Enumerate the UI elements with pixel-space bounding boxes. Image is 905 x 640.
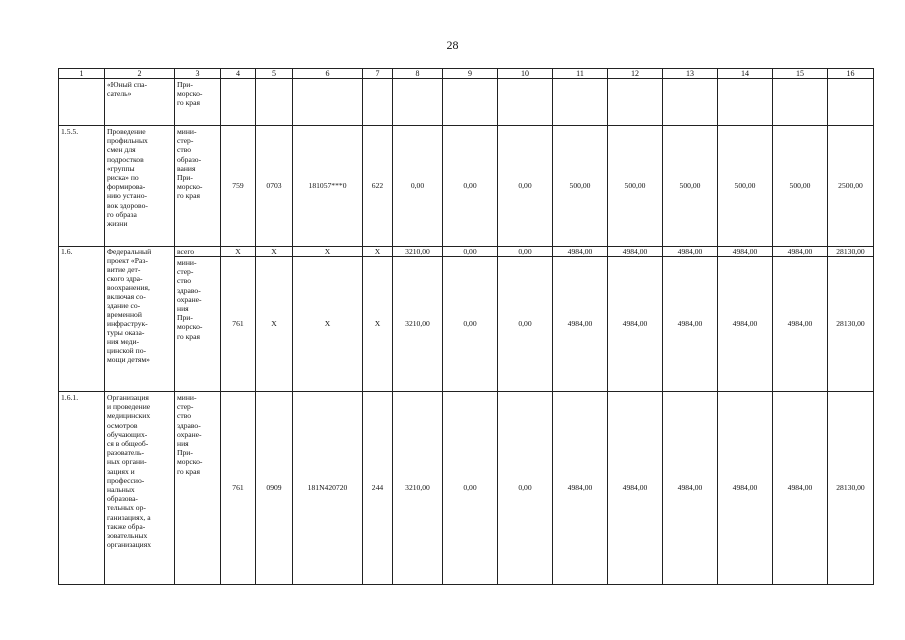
amount-cell: 4984,00 bbox=[553, 392, 608, 585]
cell-line: ство bbox=[177, 411, 192, 421]
cell-line: туры оказа- bbox=[107, 328, 145, 337]
cell-line: го края bbox=[177, 331, 200, 341]
column-number: 8 bbox=[393, 69, 443, 79]
table-row bbox=[59, 126, 874, 247]
cell-line: цинской по- bbox=[107, 346, 147, 355]
cell-line: мини- bbox=[177, 127, 197, 136]
amount-cell: 500,00 bbox=[718, 126, 773, 247]
section-code: X bbox=[256, 247, 293, 257]
amount-cell: 3210,00 bbox=[393, 247, 443, 257]
expense-type-code: X bbox=[363, 257, 393, 392]
cell-line: проект «Раз- bbox=[107, 256, 148, 265]
cell-line: здание со- bbox=[107, 301, 141, 310]
cell-line: го края bbox=[177, 98, 200, 108]
column-number: 6 bbox=[293, 69, 363, 79]
amount-cell bbox=[443, 79, 498, 126]
amount-cell: 4984,00 bbox=[608, 247, 663, 257]
cell-line: зациях и bbox=[107, 466, 135, 476]
amount-cell bbox=[498, 79, 553, 126]
amount-cell: 0,00 bbox=[498, 257, 553, 392]
total-cell: 28130,00 bbox=[828, 257, 874, 392]
item-number bbox=[59, 79, 105, 126]
cell-line: медицинских bbox=[107, 411, 151, 421]
amount-cell: 4984,00 bbox=[553, 257, 608, 392]
cell-line: нию устано- bbox=[107, 191, 148, 201]
column-number: 15 bbox=[773, 69, 828, 79]
column-number: 4 bbox=[221, 69, 256, 79]
amount-cell: 4984,00 bbox=[663, 257, 718, 392]
cell-line: «Юный спа- bbox=[107, 80, 148, 89]
amount-cell bbox=[393, 79, 443, 126]
cell-line: витие дет- bbox=[107, 265, 141, 274]
cell-line: При- bbox=[177, 173, 193, 183]
amount-cell: 3210,00 bbox=[393, 392, 443, 585]
cell-line: Федеральный bbox=[107, 247, 152, 256]
table-row bbox=[59, 247, 874, 257]
column-number: 10 bbox=[498, 69, 553, 79]
cell-line: морско- bbox=[177, 322, 203, 332]
amount-cell bbox=[773, 79, 828, 126]
amount-cell bbox=[553, 79, 608, 126]
cell-line: ных органи- bbox=[107, 457, 147, 467]
item-executor bbox=[175, 247, 221, 257]
table-row bbox=[59, 392, 874, 585]
item-number: 1.6.1. bbox=[59, 392, 105, 585]
amount-cell: 4984,00 bbox=[718, 257, 773, 392]
budget-table bbox=[58, 68, 874, 585]
cell-line: образова- bbox=[107, 494, 138, 504]
cell-line: образо- bbox=[177, 154, 202, 164]
column-number: 16 bbox=[828, 69, 874, 79]
item-name bbox=[105, 392, 175, 585]
cell-line: стер- bbox=[177, 267, 194, 277]
cell-line: всего bbox=[177, 247, 195, 256]
cell-line: При- bbox=[177, 448, 193, 458]
item-name bbox=[105, 247, 175, 392]
cell-line: ся в общеоб- bbox=[107, 439, 149, 449]
cell-line: вок здорово- bbox=[107, 200, 148, 210]
amount-cell: 4984,00 bbox=[718, 392, 773, 585]
cell-line: охране- bbox=[177, 294, 202, 304]
item-number: 1.5.5. bbox=[59, 126, 105, 247]
cell-line: осмотров bbox=[107, 420, 138, 430]
cell-line: профессио- bbox=[107, 475, 145, 485]
amount-cell bbox=[608, 79, 663, 126]
grbs-code: 759 bbox=[221, 126, 256, 247]
section-code: X bbox=[256, 257, 293, 392]
cell-line: подростков bbox=[107, 154, 144, 164]
column-number: 9 bbox=[443, 69, 498, 79]
cell-line: обучающих- bbox=[107, 429, 148, 439]
cell-line: морско- bbox=[177, 89, 203, 99]
cell-line: ство bbox=[177, 276, 192, 286]
target-article-code: 181057***0 bbox=[293, 126, 363, 247]
cell-line: ния меди- bbox=[107, 337, 140, 346]
expense-type-code: 622 bbox=[363, 126, 393, 247]
column-number: 2 bbox=[105, 69, 175, 79]
amount-cell: 500,00 bbox=[663, 126, 718, 247]
cell-line: морско- bbox=[177, 182, 203, 192]
cell-line: и проведение bbox=[107, 402, 151, 412]
cell-line: профильных bbox=[107, 136, 148, 146]
cell-line: включая со- bbox=[107, 292, 146, 301]
amount-cell: 4984,00 bbox=[608, 392, 663, 585]
target-article-code: X bbox=[293, 257, 363, 392]
cell-line: риска» по bbox=[107, 173, 139, 183]
grbs-code: 761 bbox=[221, 392, 256, 585]
cell-line: стер- bbox=[177, 136, 194, 146]
amount-cell: 0,00 bbox=[498, 126, 553, 247]
amount-cell: 4984,00 bbox=[773, 247, 828, 257]
cell-line: тельных ор- bbox=[107, 503, 146, 513]
cell-line: здраво- bbox=[177, 285, 201, 295]
cell-line: организациях bbox=[107, 540, 151, 550]
amount-cell: 0,00 bbox=[498, 392, 553, 585]
cell-line: временной bbox=[107, 310, 142, 319]
amount-cell: 3210,00 bbox=[393, 257, 443, 392]
table-row bbox=[59, 257, 874, 392]
item-name bbox=[105, 79, 175, 126]
cell-line: ния bbox=[177, 304, 189, 314]
cell-line: формирова- bbox=[107, 182, 146, 192]
cell-line: Проведение bbox=[107, 127, 146, 136]
cell-line: го края bbox=[177, 191, 200, 201]
cell-line: мини- bbox=[177, 258, 197, 267]
cell-line: морско- bbox=[177, 457, 203, 467]
cell-line: При- bbox=[177, 80, 193, 89]
item-executor bbox=[175, 392, 221, 585]
grbs-code: 761 bbox=[221, 257, 256, 392]
expense-type-code: 244 bbox=[363, 392, 393, 585]
column-number: 14 bbox=[718, 69, 773, 79]
amount-cell: 500,00 bbox=[608, 126, 663, 247]
amount-cell bbox=[663, 79, 718, 126]
amount-cell: 500,00 bbox=[553, 126, 608, 247]
cell-line: воохранения, bbox=[107, 283, 150, 292]
amount-cell: 0,00 bbox=[443, 257, 498, 392]
cell-line: смен для bbox=[107, 145, 136, 155]
cell-line: вания bbox=[177, 163, 196, 173]
cell-line: «группы bbox=[107, 163, 135, 173]
amount-cell: 4984,00 bbox=[773, 257, 828, 392]
cell-line: нальных bbox=[107, 485, 135, 495]
cell-line: Организация bbox=[107, 393, 149, 402]
cell-line: охране- bbox=[177, 429, 202, 439]
grbs-code bbox=[221, 79, 256, 126]
amount-cell: 0,00 bbox=[443, 392, 498, 585]
cell-line: сатель» bbox=[107, 89, 132, 99]
cell-line: жизни bbox=[107, 219, 128, 229]
cell-line: При- bbox=[177, 313, 193, 323]
column-number: 3 bbox=[175, 69, 221, 79]
amount-cell: 4984,00 bbox=[718, 247, 773, 257]
target-article-code: 181N420720 bbox=[293, 392, 363, 585]
cell-line: ство bbox=[177, 145, 192, 155]
item-executor bbox=[175, 126, 221, 247]
total-cell: 2500,00 bbox=[828, 126, 874, 247]
cell-line: го края bbox=[177, 466, 200, 476]
cell-line: здраво- bbox=[177, 420, 201, 430]
cell-line: ния bbox=[177, 439, 189, 449]
column-number: 7 bbox=[363, 69, 393, 79]
cell-line: стер- bbox=[177, 402, 194, 412]
page-number: 28 bbox=[446, 38, 459, 52]
amount-cell: 4984,00 bbox=[608, 257, 663, 392]
target-article-code: X bbox=[293, 247, 363, 257]
column-number: 11 bbox=[553, 69, 608, 79]
total-cell bbox=[828, 79, 874, 126]
cell-line: ского здра- bbox=[107, 274, 143, 283]
cell-line: ганизациях, а bbox=[107, 512, 151, 522]
column-number: 1 bbox=[59, 69, 105, 79]
amount-cell bbox=[718, 79, 773, 126]
cell-line: зовательных bbox=[107, 531, 148, 541]
amount-cell: 0,00 bbox=[443, 247, 498, 257]
amount-cell: 4984,00 bbox=[663, 392, 718, 585]
column-number-row bbox=[59, 69, 874, 79]
item-executor bbox=[175, 257, 221, 392]
amount-cell: 4984,00 bbox=[663, 247, 718, 257]
table-row bbox=[59, 79, 874, 126]
amount-cell: 0,00 bbox=[498, 247, 553, 257]
cell-line: мощи детям» bbox=[107, 355, 150, 364]
grbs-code: X bbox=[221, 247, 256, 257]
section-code bbox=[256, 79, 293, 126]
item-name bbox=[105, 126, 175, 247]
amount-cell: 500,00 bbox=[773, 126, 828, 247]
cell-line: инфраструк- bbox=[107, 319, 148, 328]
target-article-code bbox=[293, 79, 363, 126]
cell-line: го образа bbox=[107, 209, 137, 219]
cell-line: разователь- bbox=[107, 448, 145, 458]
total-cell: 28130,00 bbox=[828, 392, 874, 585]
item-number: 1.6. bbox=[59, 247, 105, 392]
section-code: 0909 bbox=[256, 392, 293, 585]
column-number: 12 bbox=[608, 69, 663, 79]
item-executor bbox=[175, 79, 221, 126]
cell-line: также обра- bbox=[107, 521, 146, 531]
column-number: 13 bbox=[663, 69, 718, 79]
total-cell: 28130,00 bbox=[828, 247, 874, 257]
amount-cell: 0,00 bbox=[443, 126, 498, 247]
amount-cell: 4984,00 bbox=[553, 247, 608, 257]
section-code: 0703 bbox=[256, 126, 293, 247]
column-number: 5 bbox=[256, 69, 293, 79]
expense-type-code: X bbox=[363, 247, 393, 257]
cell-line: мини- bbox=[177, 393, 197, 402]
expense-type-code bbox=[363, 79, 393, 126]
amount-cell: 4984,00 bbox=[773, 392, 828, 585]
amount-cell: 0,00 bbox=[393, 126, 443, 247]
